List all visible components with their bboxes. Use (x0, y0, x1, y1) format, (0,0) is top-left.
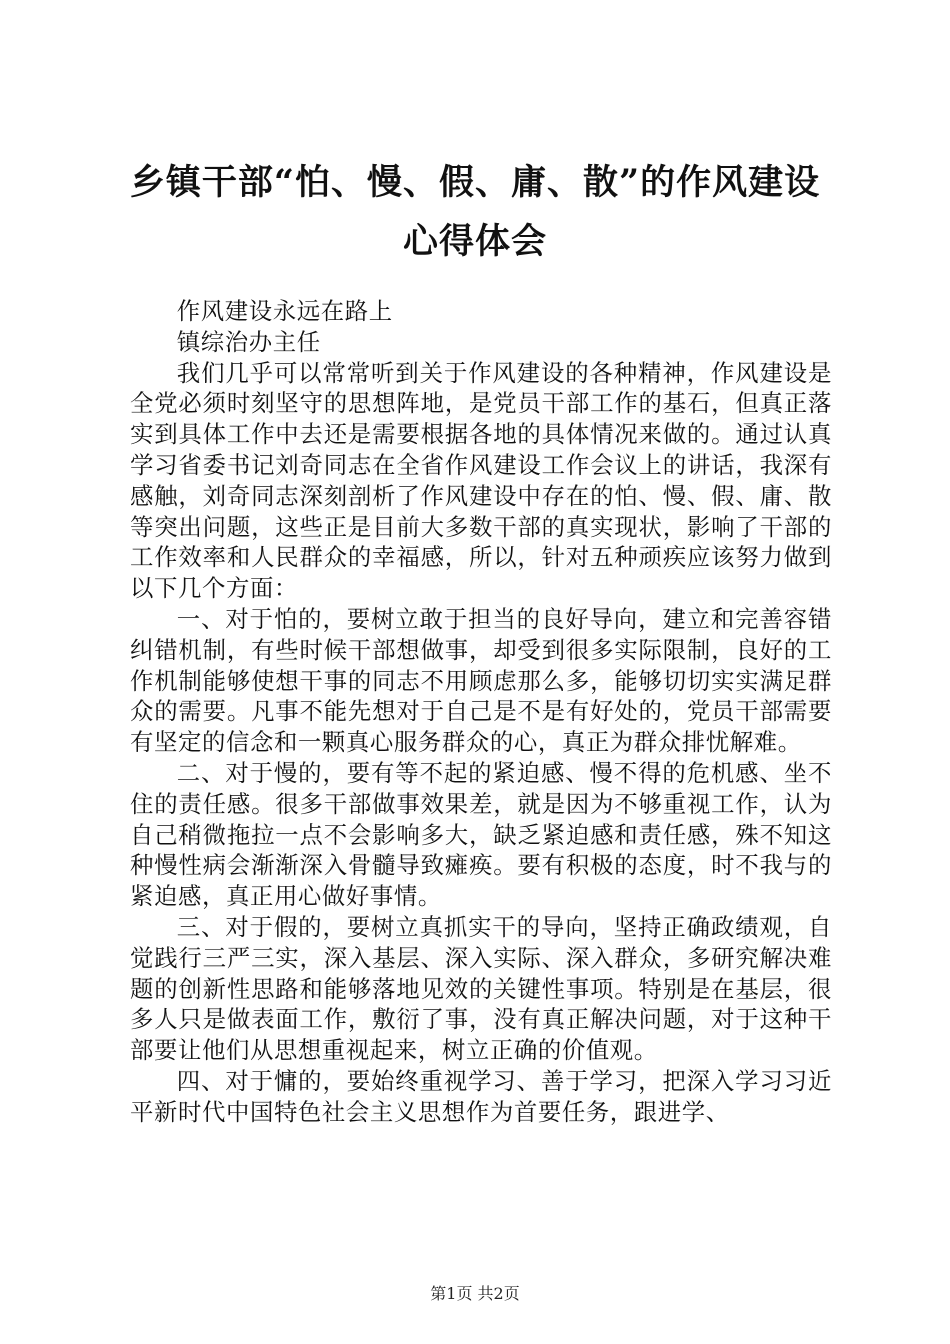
paragraph-point-4: 四、对于慵的，要始终重视学习、善于学习，把深入学习习近平新时代中国特色社会主义思想作为首要任务，跟进学、 (130, 1066, 832, 1126)
document-title-line-1: 乡镇干部“怕、慢、假、庸、散”的作风建设 (129, 162, 821, 203)
paragraph-intro: 我们几乎可以常常听到关于作风建设的各种精神，作风建设是全党必须时刻坚守的思想阵地，是党员干部工作的基石，但真正落实到具体工作中去还是需要根据各地的具体情况来做的。通过认真学习省委书记刘奇同志在全省作风建设工作会议上的讲话，我深有感触，刘奇同志深刻剖析了作风建设中存在的怕、慢、假、庸、散等突出问题，这些正是目前大多数干部的真实现状，影响了干部的工作效率和人民群众的幸福感，所以，针对五种顽疾应该努力做到以下几个方面： (130, 358, 832, 603)
paragraph-point-3: 三、对于假的，要树立真抓实干的导向，坚持正确政绩观，自觉践行三严三实，深入基层、深入实际、深入群众，多研究解决难题的创新性思路和能够落地见效的关键性事项。特别是在基层，很多人只是做表面工作，敷衍了事，没有真正解决问题，对于这种干部要让他们从思想重视起来，树立正确的价值观。 (130, 912, 832, 1065)
document-body (130, 296, 832, 1128)
document-title-line-2: 心得体会 (402, 221, 547, 262)
page-footer: 第1页 共2页 (430, 1284, 520, 1303)
paragraph-point-1: 一、对于怕的，要树立敢于担当的良好导向，建立和完善容错纠错机制，有些时候干部想做事，却受到很多实际限制，良好的工作机制能够使想干事的同志不用顾虑那么多，能够切切实实满足群众的需要。凡事不能先想对于自己是不是有好处的，党员干部需要有坚定的信念和一颗真心服务群众的心，真正为群众排忧解难。 (130, 604, 832, 757)
paragraph-point-2: 二、对于慢的，要有等不起的紧迫感、慢不得的危机感、坐不住的责任感。很多干部做事效果差，就是因为不够重视工作，认为自己稍微拖拉一点不会影响多大，缺乏紧迫感和责任感，殊不知这种慢性病会渐渐深入骨髓导致瘫痪。要有积极的态度，时不我与的紧迫感，真正用心做好事情。 (130, 758, 832, 911)
document-author: 镇综治办主任 (176, 327, 321, 356)
document-subtitle: 作风建设永远在路上 (176, 297, 393, 325)
